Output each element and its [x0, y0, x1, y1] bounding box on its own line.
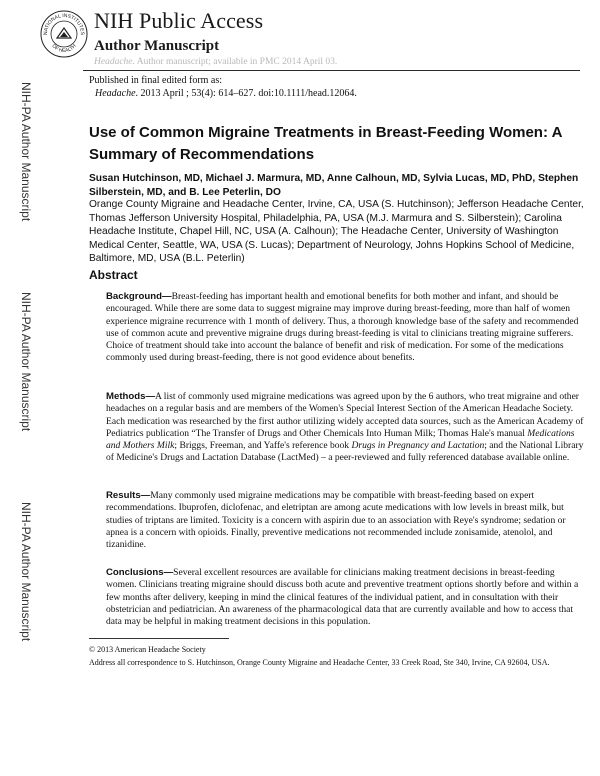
author-manuscript-label: Author Manuscript: [94, 38, 220, 54]
article-title: Use of Common Migraine Treatments in Breast-Feeding Women: A Summary of Recommendations: [89, 124, 562, 163]
sidebar-label-1: NIH-PA Author Manuscript: [19, 82, 33, 222]
sidebar-label-2: NIH-PA Author Manuscript: [19, 292, 33, 432]
methods-text-1: A list of commonly used migraine medications was agreed upon by the 6 authors, who treat migraine and other headaches on a regular basis and are members of the Women's Special Interest Section of the American Headache Society. Each medication was researched by the first author utilizing widely accepted data sources, such as the American Academy of Pediatrics publication “The Transfer of Drugs and Other Chemicals Into Human Milk; Thomas Hale's manual: [106, 391, 584, 439]
publication-info: [89, 74, 357, 100]
citation-detail: . 2013 April ; 53(4): 614–627. doi:10.1111/head.12064.: [135, 88, 357, 99]
methods-text-2: ; Briggs, Freeman, and Yaffe's reference book: [174, 440, 352, 452]
footnote-rule: [89, 638, 229, 639]
conclusions-text: Several excellent resources are available for clinicians making treatment decisions in breast-feeding women. Clinicians treating migraine should discuss both acute and preventive treatment options shortly before and within a few months after delivery, keeping in mind the clinical features of the individual patient, and in consultation with their obstetrician and pediatrician. An awareness of the pharmacological data that are currently available and how to access that data may be helpful in making treatment decisions in this population.: [106, 567, 579, 628]
citation-journal: Headache: [95, 88, 136, 99]
conclusions-label: Conclusions—: [106, 567, 174, 578]
results-label: Results—: [106, 490, 151, 501]
note-rest: . Author manuscript; available in PMC 2014 April 03.: [132, 57, 338, 67]
availability-note: [94, 57, 337, 67]
published-line: Published in final edited form as:: [89, 75, 223, 86]
logo-text-bottom: OF HEALTH: [50, 43, 78, 55]
sidebar-label-3: NIH-PA Author Manuscript: [19, 502, 33, 642]
abstract-background: [106, 291, 584, 365]
citation-line: [89, 87, 357, 100]
nih-logo: [40, 10, 88, 58]
methods-italic-2: Drugs in Pregnancy and Lactation: [351, 440, 485, 452]
logo-text-top: NATIONAL INSTITUTES: [42, 12, 86, 36]
abstract-conclusions: [106, 567, 584, 628]
methods-italic-1: Medications and Mothers Milk: [106, 427, 575, 452]
copyright-note: © 2013 American Headache Society: [89, 645, 206, 654]
methods-label: Methods—: [106, 391, 156, 402]
correspondence-note: Address all correspondence to S. Hutchinson, Orange County Migraine and Headache Center, 33 Creek Road, Ste 340, Irvine, CA 92604, USA.: [89, 658, 550, 667]
abstract-heading: Abstract: [89, 268, 138, 282]
background-text: Breast-feeding has important health and emotional benefits for both mother and infant, and should be encouraged. While there are some data to suggest migraine may improve during breast-feeding, more than half of women experience migraine recurrence with 1 month of delivery. Thus, a thorough knowledge base of the safety and recommended use of common acute and preventive migraine drugs during breast-feeding is vital to clinicians treating migraine sufferers. Choice of treatment should take into account the balance of benefit and risk of medication. For some of the medications commonly used during breast-feeding, there is not good evidence about benefits.: [106, 291, 579, 364]
background-label: Background—: [106, 291, 172, 302]
nih-public-access-title: NIH Public Access: [94, 8, 264, 33]
author-list: Susan Hutchinson, MD, Michael J. Marmura, MD, Anne Calhoun, MD, Sylvia Lucas, MD, PhD, Stephen Silberstein, MD, and B. Lee Peterlin, DO: [89, 173, 579, 198]
header-rule: [83, 70, 580, 71]
abstract-results: [106, 490, 584, 551]
abstract-methods: [106, 391, 584, 465]
svg-text:OF HEALTH: [50, 43, 77, 54]
affiliations: Orange County Migraine and Headache Center, Irvine, CA, USA (S. Hutchinson); Jefferson Headache Center, Thomas Jefferson University Hospital, Philadelphia, PA, USA (M.J. Marmura and S. Silberstein); Carolina Headache Institute, Chapel Hill, NC, USA (A. Calhoun); The Headache Center, University of Washington Medical Center, Seattle, WA, USA (S. Lucas); Department of Neurology, Johns Hopkins School of Medicine, Baltimore, MD, USA (B.L. Peterlin): [89, 199, 584, 264]
methods-text-3: ; and the National Library of Medicine's Drugs and Lactation Database (LactMed) – a peer-reviewed and fully referenced database available online.: [106, 440, 584, 464]
note-journal: Headache: [94, 57, 133, 67]
results-text: Many commonly used migraine medications may be compatible with breast-feeding based on expert recommendations. Ibuprofen, diclofenac, and eletriptan are among acute medications with low levels in breast milk, but studies of triptans are limited. Toxicity is a concern with aspirin due to an association with Reye's syndrome; sedation or apnea is a concern with opioids. Finally, preventive medications not recommended include zonisamide, atenolol, and tizanidine.: [106, 490, 566, 551]
